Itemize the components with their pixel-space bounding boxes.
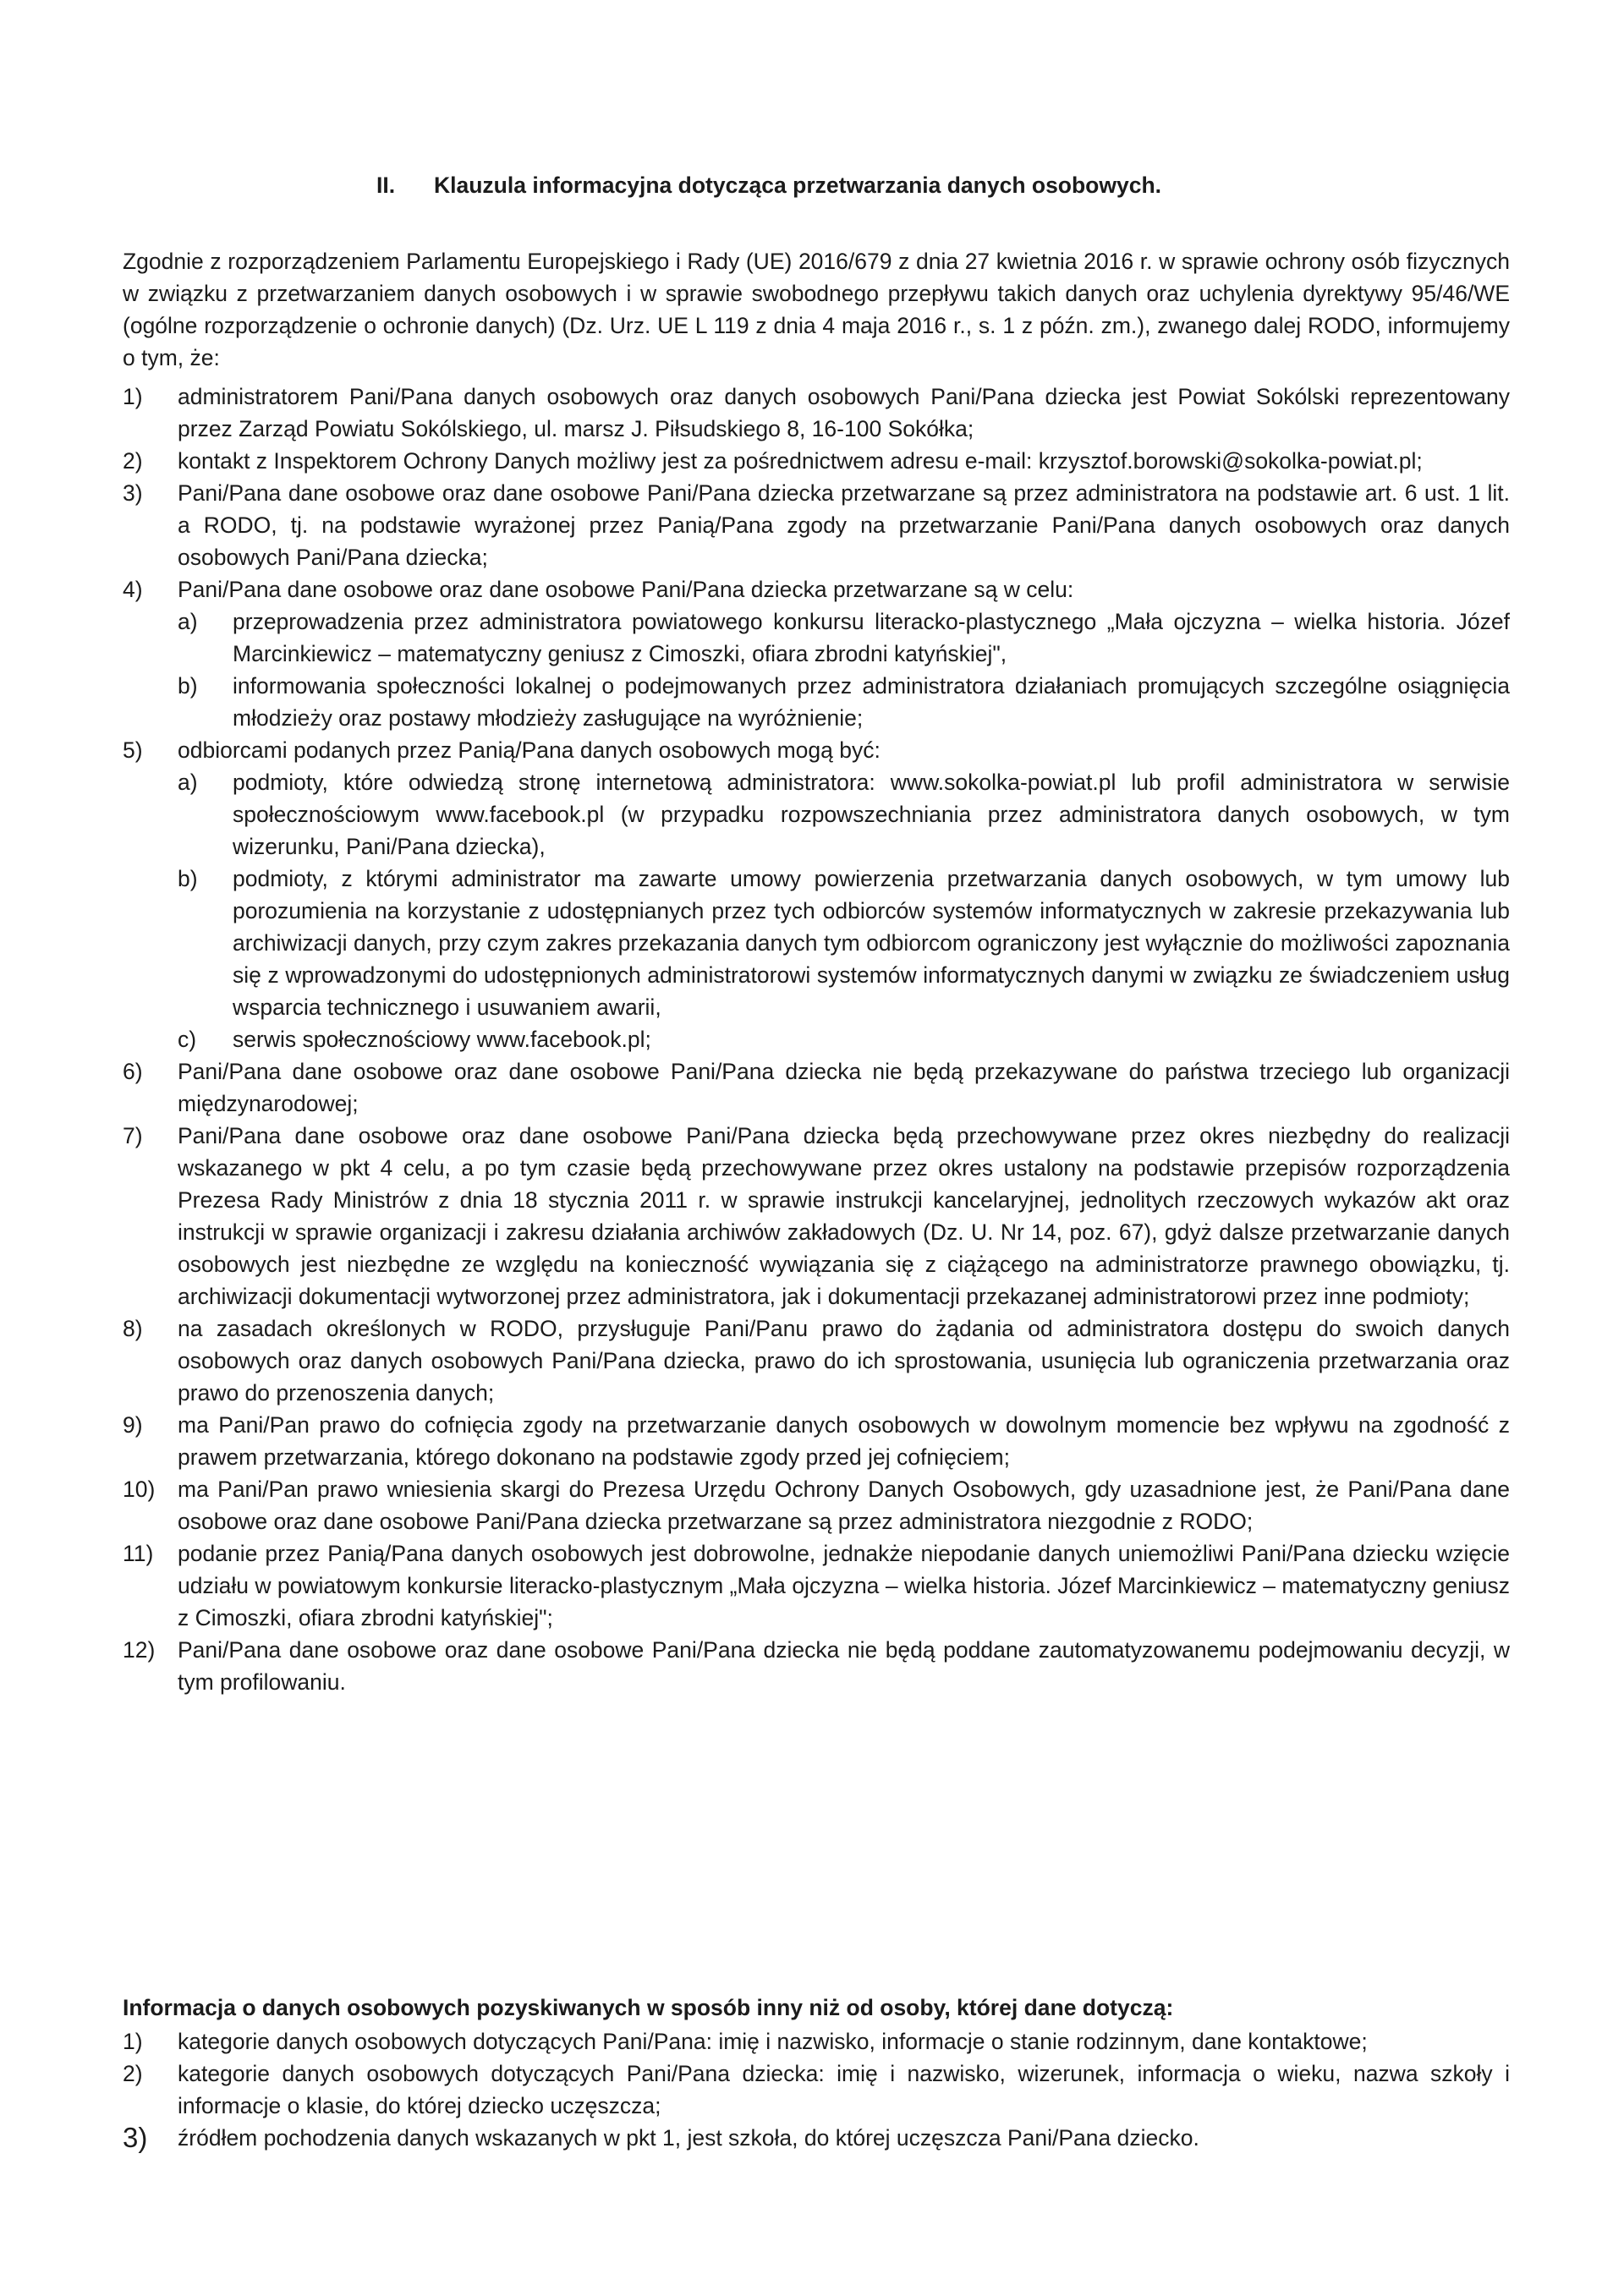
item-number: 1) (123, 384, 143, 409)
list-item (123, 381, 1510, 445)
item-text: administratorem Pani/Pana danych osobowych oraz danych osobowych Pani/Pana dziecka jest Powiat Sokólski reprezentowany przez Zarząd Powiatu Sokólskiego, ul. marsz J. Piłsudskiego 8, 16-100 Sokółka; (178, 384, 1510, 441)
list-item (123, 2058, 1510, 2122)
item-number: 4) (123, 577, 143, 602)
sub-item-letter: a) (178, 770, 198, 795)
sub-item (178, 606, 1510, 670)
item-text: Pani/Pana dane osobowe oraz dane osobowe Pani/Pana dziecka będą przechowywane przez okres niezbędny do realizacji wskazanego w pkt 4 celu, a po tym czasie będą przechowywane przez okres ustalony na podstawie przepisów rozporządzenia Prezesa Rady Ministrów z dnia 18 stycznia 2011 r. w sprawie instrukcji kancelaryjnej, jednolitych rzeczowych wykazów akt oraz instrukcji w sprawie organizacji i zakresu działania archiwów zakładowych (Dz. U. Nr 14, poz. 67), gdyż dalsze przetwarzanie danych osobowych jest niezbędne ze względu na konieczność wywiązania się z ciążącego na administratorze prawnego obowiązku, tj. archiwizacji dokumentacji wytworzonej przez administratora, jak i dokumentacji przekazanej administratorowi przez inne podmioty; (178, 1123, 1510, 1309)
item-text: odbiorcami podanych przez Panią/Pana danych osobowych mogą być: (178, 737, 881, 763)
sub-item-text: podmioty, z którymi administrator ma zawarte umowy powierzenia przetwarzania danych osobowych, w tym umowy lub porozumienia na korzystanie z udostępnianych przez tych odbiorców systemów informatycznych w zakresie przekazywania lub archiwizacji danych, przy czym zakres przekazania danych tym odbiorcom ograniczony jest wyłącznie do możliwości zapoznania się z wprowadzonymi do udostępnionych administratorowi systemów informatycznych danymi w związku ze świadczeniem usług wsparcia technicznego i usuwaniem awarii, (233, 866, 1510, 1020)
item-text: kategorie danych osobowych dotyczących Pani/Pana dziecka: imię i nazwisko, wizerunek, informacja o wieku, nazwa szkoły i informacje o klasie, do której dziecko uczęszcza; (178, 2061, 1510, 2118)
item-number: 1) (123, 2029, 143, 2054)
list-item (123, 573, 1510, 734)
item-text: Pani/Pana dane osobowe oraz dane osobowe Pani/Pana dziecka nie będą przekazywane do państwa trzeciego lub organizacji międzynarodowej; (178, 1059, 1510, 1116)
info-list (123, 2025, 1510, 2154)
sub-item-letter: c) (178, 1027, 197, 1052)
item-number: 3) (123, 2122, 148, 2153)
list-item (123, 2025, 1510, 2058)
item-number: 3) (123, 480, 143, 506)
list-item (123, 1537, 1510, 1634)
item-number: 2) (123, 448, 143, 474)
list-item (123, 1120, 1510, 1312)
list-item (123, 1312, 1510, 1409)
item-text: kontakt z Inspektorem Ochrony Danych możliwy jest za pośrednictwem adresu e-mail: krzysztof.borowski@sokolka-powiat.pl; (178, 448, 1423, 474)
sub-item (178, 670, 1510, 734)
section-heading (376, 169, 1161, 201)
item-number: 6) (123, 1059, 143, 1084)
sub-item-letter: a) (178, 609, 198, 634)
section-number: II. (376, 173, 396, 198)
item-text: źródłem pochodzenia danych wskazanych w pkt 1, jest szkoła, do której uczęszcza Pani/Pana dziecko. (178, 2125, 1199, 2151)
item-number: 11) (123, 1541, 154, 1566)
sub-item-letter: b) (178, 866, 198, 891)
sub-item (178, 766, 1510, 863)
sub-item-text: serwis społecznościowy www.facebook.pl; (233, 1027, 651, 1052)
item-text: kategorie danych osobowych dotyczących Pani/Pana: imię i nazwisko, informacje o stanie rodzinnym, dane kontaktowe; (178, 2029, 1368, 2054)
sub-item-text: przeprowadzenia przez administratora powiatowego konkursu literacko-plastycznego „Mała ojczyzna – wielka historia. Józef Marcinkiewicz – matematyczny geniusz z Cimoszki, ofiara zbrodni katyńskiej", (233, 609, 1510, 666)
list-item (123, 2122, 1510, 2154)
item-text: podanie przez Panią/Pana danych osobowych jest dobrowolne, jednakże niepodanie danych uniemożliwi Pani/Pana dziecku wzięcie udziału w powiatowym konkursie literacko-plastycznym „Mała ojczyzna – wielka historia. Józef Marcinkiewicz – matematyczny geniusz z Cimoszki, ofiara zbrodni katyńskiej"; (178, 1541, 1510, 1630)
item-text: Pani/Pana dane osobowe oraz dane osobowe Pani/Pana dziecka przetwarzane są w celu: (178, 577, 1074, 602)
item-text: ma Pani/Pan prawo do cofnięcia zgody na przetwarzanie danych osobowych w dowolnym momencie bez wpływu na zgodność z prawem przetwarzania, którego dokonano na podstawie zgody przed jej cofnięciem; (178, 1412, 1510, 1470)
section-title: Klauzula informacyjna dotycząca przetwarzania danych osobowych. (434, 173, 1162, 198)
list-item (123, 1409, 1510, 1473)
item-number: 7) (123, 1123, 143, 1148)
item-number: 2) (123, 2061, 143, 2086)
intro-paragraph: Zgodnie z rozporządzeniem Parlamentu Europejskiego i Rady (UE) 2016/679 z dnia 27 kwietnia 2016 r. w sprawie ochrony osób fizycznych w związku z przetwarzaniem danych osobowych i w sprawie swobodnego przepływu takich danych oraz uchylenia dyrektywy 95/46/WE (ogólne rozporządzenie o ochronie danych) (Dz. Urz. UE L 119 z dnia 4 maja 2016 r., s. 1 z późn. zm.), zwanego dalej RODO, informujemy o tym, że: (123, 249, 1510, 370)
list-item (123, 734, 1510, 1055)
item-text: ma Pani/Pan prawo wniesienia skargi do Prezesa Urzędu Ochrony Danych Osobowych, gdy uzasadnione jest, że Pani/Pana dane osobowe oraz dane osobowe Pani/Pana dziecka przetwarzane są przez administratora niezgodnie z RODO; (178, 1477, 1510, 1534)
item-number: 12) (123, 1637, 156, 1663)
document-page (123, 0, 1510, 2296)
item-number: 5) (123, 737, 143, 763)
list-item (123, 1055, 1510, 1120)
item-text: Pani/Pana dane osobowe oraz dane osobowe Pani/Pana dziecka nie będą poddane zautomatyzowanemu podejmowaniu decyzji, w tym profilowaniu. (178, 1637, 1510, 1695)
sub-item (178, 863, 1510, 1023)
sub-item (178, 1023, 1510, 1055)
list-item (123, 1634, 1510, 1698)
item-text: na zasadach określonych w RODO, przysługuje Pani/Panu prawo do żądania od administratora dostępu do swoich danych osobowych oraz danych osobowych Pani/Pana dziecka, prawo do ich sprostowania, usunięcia lub ograniczenia przetwarzania oraz prawo do przenoszenia danych; (178, 1316, 1510, 1406)
item-text: Pani/Pana dane osobowe oraz dane osobowe Pani/Pana dziecka przetwarzane są przez administratora na podstawie art. 6 ust. 1 lit. a RODO, tj. na podstawie wyrażonej przez Panią/Pana zgody na przetwarzanie Pani/Pana danych osobowych oraz danych osobowych Pani/Pana dziecka; (178, 480, 1510, 570)
item-number: 10) (123, 1477, 156, 1502)
item-number: 9) (123, 1412, 143, 1438)
list-item (123, 477, 1510, 573)
info-section-title: Informacja o danych osobowych pozyskiwanych w sposób inny niż od osoby, której dane dotyczą: (123, 1995, 1174, 2020)
sub-item-text: podmioty, które odwiedzą stronę internetową administratora: www.sokolka-powiat.pl lub profil administratora w serwisie społecznościowym www.facebook.pl (w przypadku rozpowszechniania przez administratora danych osobowych, w tym wizerunku, Pani/Pana dziecka), (233, 770, 1510, 859)
item-number: 8) (123, 1316, 143, 1341)
sub-item-text: informowania społeczności lokalnej o podejmowanych przez administratora działaniach promujących szczególne osiągnięcia młodzieży oraz postawy młodzieży zasługujące na wyróżnienie; (233, 673, 1510, 731)
list-item (123, 445, 1510, 477)
sub-item-letter: b) (178, 673, 198, 699)
list-item (123, 1473, 1510, 1537)
clause-list (123, 381, 1510, 1698)
